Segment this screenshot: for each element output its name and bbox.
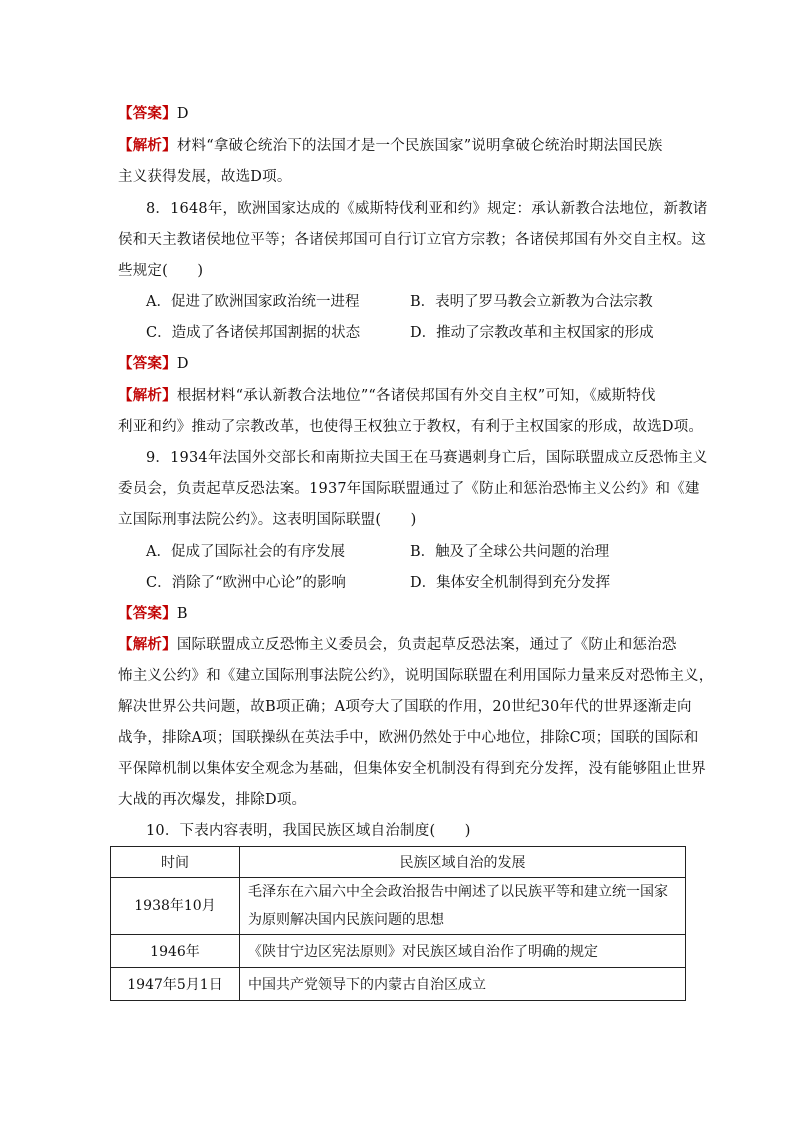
question-stem-q9: 立国际刑事法院公约》。这表明国际联盟( ) xyxy=(118,512,417,528)
question-stem-q9: 9．1934年法国外交部长和南斯拉夫国王在马赛遇刺身亡后，国际联盟成立反恐怖主义 xyxy=(146,450,708,466)
analysis-text: 主义获得发展，故选D项。 xyxy=(118,169,292,185)
analysis-text: 根据材料“承认新教合法地位”“各诸侯邦国有外交自主权”可知，《威斯特伐 xyxy=(176,388,656,404)
option-a: A．促进了欧洲国家政治统一进程 xyxy=(146,294,360,310)
table-row xyxy=(111,878,686,935)
option-b: B．触及了全球公共问题的治理 xyxy=(410,544,610,560)
table-header-row xyxy=(111,847,686,878)
table-cell-time: 1946年 xyxy=(111,935,240,968)
answer-label: 【答案】 xyxy=(118,355,177,372)
question-stem-q8: 8．1648年，欧洲国家达成的《威斯特伐利亚和约》规定：承认新教合法地位，新教诸 xyxy=(146,201,708,217)
question-stem-q8: 侯和天主教诸侯地位平等；各诸侯邦国可自行订立官方宗教；各诸侯邦国有外交自主权。这 xyxy=(118,232,706,248)
table-cell-development: 中国共产党领导下的内蒙古自治区成立 xyxy=(240,968,686,1001)
answer-value: B xyxy=(176,606,188,622)
question-stem-q8: 些规定( ) xyxy=(118,263,204,279)
answer-label: 【答案】 xyxy=(118,605,177,622)
analysis-label: 【解析】 xyxy=(118,137,177,154)
analysis-label: 【解析】 xyxy=(118,636,177,653)
analysis-label: 【解析】 xyxy=(118,387,177,404)
analysis-line-q9 xyxy=(118,633,677,654)
analysis-text: 战争，排除A项；国联操纵在英法手中，欧洲仍然处于中心地位，排除C项；国联的国际和 xyxy=(118,730,699,746)
analysis-text: 材料“拿破仑统治下的法国才是一个民族国家”说明拿破仑统治时期法国民族 xyxy=(176,138,663,154)
analysis-text: 解决世界公共问题，故B项正确；A项夸大了国联的作用，20世纪30年代的世界逐渐走向 xyxy=(118,699,692,715)
analysis-text: 怖主义公约》和《建立国际刑事法院公约》，说明国际联盟在利用国际力量来反对恐怖主义， xyxy=(118,668,714,684)
answer-line-q9 xyxy=(118,602,188,623)
analysis-text: 平保障机制以集体安全观念为基础，但集体安全机制没有得到充分发挥，没有能够阻止世界 xyxy=(118,761,706,777)
question-stem-q10: 10．下表内容表明，我国民族区域自治制度( ) xyxy=(146,823,471,839)
analysis-line-q8 xyxy=(118,384,656,405)
option-c: C．消除了“欧洲中心论”的影响 xyxy=(146,575,346,591)
option-b: B．表明了罗马教会立新教为合法宗教 xyxy=(410,294,653,310)
answer-line-q7 xyxy=(118,102,189,123)
answer-line-q8 xyxy=(118,352,189,373)
history-table xyxy=(110,846,686,1001)
analysis-text: 大战的再次爆发，排除D项。 xyxy=(118,792,307,808)
answer-value: D xyxy=(176,106,189,122)
analysis-text: 国际联盟成立反恐怖主义委员会，负责起草反恐法案，通过了《防止和惩治恐 xyxy=(176,637,677,653)
option-c: C．造成了各诸侯邦国割据的状态 xyxy=(146,325,361,341)
analysis-line-q7 xyxy=(118,134,662,155)
table-cell-time: 1947年5月1日 xyxy=(111,968,240,1001)
answer-label: 【答案】 xyxy=(118,105,177,122)
option-d: D．集体安全机制得到充分发挥 xyxy=(410,575,611,591)
analysis-text: 利亚和约》推动了宗教改革，也使得王权独立于教权，有利于主权国家的形成，故选D项。 xyxy=(118,419,704,435)
question-stem-q9: 委员会，负责起草反恐法案。1937年国际联盟通过了《防止和惩治恐怖主义公约》和《建 xyxy=(118,481,700,497)
table-cell-time: 1938年10月 xyxy=(111,878,240,935)
answer-value: D xyxy=(176,356,189,372)
table-row xyxy=(111,968,686,1001)
table-cell-development: 毛泽东在六届六中全会政治报告中阐述了以民族平等和建立统一国家为原则解决国内民族问题的思想 xyxy=(240,878,686,935)
table-header-cell: 时间 xyxy=(111,847,240,878)
option-d: D．推动了宗教改革和主权国家的形成 xyxy=(410,325,654,341)
table-cell-development: 《陕甘宁边区宪法原则》对民族区域自治作了明确的规定 xyxy=(240,935,686,968)
table-header-cell: 民族区域自治的发展 xyxy=(240,847,686,878)
table-row xyxy=(111,935,686,968)
option-a: A．促成了国际社会的有序发展 xyxy=(146,544,345,560)
